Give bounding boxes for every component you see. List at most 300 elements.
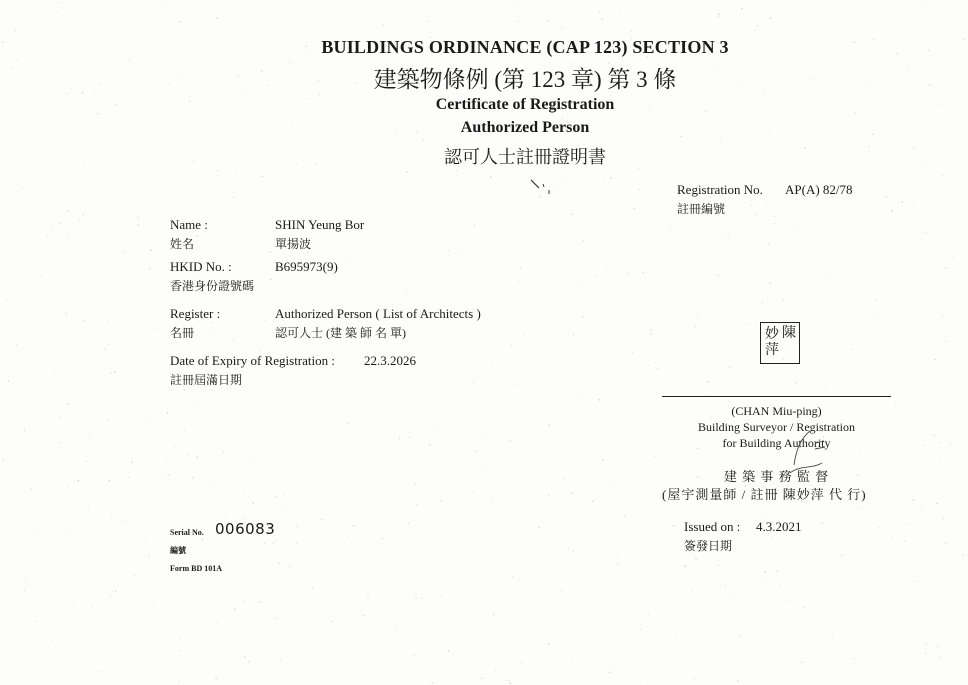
speckle: [854, 658, 855, 659]
speckle: [56, 2, 57, 3]
speckle: [939, 442, 940, 443]
speckle: [795, 382, 797, 384]
speckle: [148, 423, 149, 424]
speckle: [669, 363, 670, 364]
speckle: [906, 534, 907, 535]
speckle: [107, 24, 108, 25]
speckle: [553, 645, 554, 646]
speckle: [647, 613, 648, 614]
speckle: [454, 32, 455, 33]
speckle: [67, 210, 69, 212]
speckle: [703, 235, 704, 236]
speckle: [783, 299, 784, 300]
speckle: [769, 282, 771, 284]
speckle: [423, 272, 424, 273]
speckle: [407, 180, 408, 181]
certificate-title: Certificate of Registration: [435, 96, 615, 113]
speckle: [279, 676, 280, 677]
speckle: [162, 4, 163, 5]
speckle: [249, 666, 250, 667]
speckle: [648, 364, 649, 365]
speckle: [154, 508, 155, 509]
speckle: [921, 506, 922, 507]
speckle: [339, 583, 340, 584]
speckle: [903, 590, 904, 591]
speckle: [88, 433, 89, 434]
speckle: [233, 196, 235, 198]
speckle: [917, 580, 918, 581]
speckle: [21, 187, 22, 188]
speckle: [37, 532, 38, 533]
speckle: [942, 316, 944, 318]
register-value: Authorized Person ( List of Architects ): [275, 306, 481, 321]
speckle: [723, 236, 724, 237]
speckle: [487, 186, 488, 187]
speckle: [261, 422, 262, 423]
speckle: [378, 457, 379, 458]
speckle: [729, 367, 730, 368]
speckle: [288, 624, 289, 625]
speckle: [501, 565, 502, 566]
speckle: [548, 494, 549, 495]
seal-char-2: 妙: [765, 327, 779, 342]
speckle: [771, 538, 772, 539]
serial-label-zh: 編號: [170, 546, 186, 555]
speckle: [799, 596, 800, 597]
speckle: [149, 556, 151, 558]
speckle: [107, 322, 108, 323]
speckle: [729, 198, 730, 199]
speckle: [582, 316, 583, 317]
speckle: [61, 7, 62, 8]
speckle: [280, 659, 281, 660]
speckle: [622, 31, 623, 32]
speckle: [819, 625, 820, 626]
speckle: [1, 324, 2, 325]
speckle: [493, 614, 494, 615]
speckle: [476, 451, 477, 452]
speckle: [296, 543, 298, 545]
speckle: [539, 439, 540, 440]
speckle: [926, 429, 927, 430]
speckle: [917, 335, 918, 336]
speckle: [24, 429, 26, 431]
speckle: [41, 276, 42, 277]
speckle: [915, 499, 916, 500]
speckle: [677, 174, 678, 175]
speckle: [197, 499, 198, 500]
speckle: [594, 274, 595, 275]
speckle: [396, 534, 397, 535]
speckle: [283, 180, 284, 181]
speckle: [640, 629, 641, 630]
speckle: [739, 577, 740, 578]
speckle: [110, 210, 111, 211]
speckle: [685, 565, 686, 566]
speckle: [327, 453, 328, 454]
speckle: [270, 252, 272, 254]
speckle: [257, 284, 258, 285]
speckle: [71, 607, 73, 609]
speckle: [86, 236, 87, 237]
speckle: [180, 28, 181, 29]
speckle: [115, 591, 116, 592]
speckle: [850, 221, 851, 222]
speckle: [197, 456, 198, 457]
speckle: [762, 516, 763, 517]
speckle: [912, 499, 913, 500]
speckle: [513, 9, 514, 10]
signatory-title-1: Building Surveyor / Registration: [698, 420, 855, 434]
speckle: [750, 289, 751, 290]
speckle: [508, 607, 509, 608]
speckle: [905, 472, 906, 473]
speckle: [655, 456, 656, 457]
speckle: [949, 436, 950, 437]
speckle: [921, 219, 922, 220]
expiry-date: 22.3.2026: [364, 353, 416, 368]
ordinance-title-zh: 建築物條例 (第 123 章) 第 3 條: [373, 67, 677, 92]
speckle: [112, 567, 113, 568]
speckle: [505, 34, 506, 35]
speckle: [670, 225, 671, 226]
speckle: [143, 556, 144, 557]
speckle: [441, 500, 442, 501]
speckle: [31, 489, 33, 491]
speckle: [2, 460, 3, 461]
speckle: [634, 208, 635, 209]
speckle: [637, 449, 638, 450]
speckle: [78, 480, 80, 482]
speckle: [773, 261, 775, 263]
speckle: [132, 459, 133, 460]
speckle: [452, 405, 453, 406]
speckle: [124, 251, 125, 252]
speckle: [676, 635, 677, 636]
speckle: [408, 523, 409, 524]
authority-stamp-line1: 建 築 事 務 監 督: [723, 469, 830, 484]
speckle: [780, 585, 781, 586]
speckle: [202, 647, 203, 648]
speckle: [945, 341, 947, 343]
speckle: [60, 222, 61, 223]
speckle: [628, 273, 629, 274]
speckle: [373, 413, 374, 414]
speckle: [897, 623, 898, 624]
speckle: [172, 193, 173, 194]
speckle: [940, 461, 941, 462]
speckle: [469, 283, 470, 284]
speckle: [661, 521, 663, 523]
speckle: [244, 518, 246, 520]
speckle: [579, 17, 580, 18]
speckle: [383, 249, 384, 250]
speckle: [111, 591, 112, 592]
speckle: [192, 477, 193, 478]
speckle: [890, 244, 891, 245]
speckle: [184, 430, 185, 431]
speckle: [718, 275, 720, 277]
speckle: [936, 503, 938, 505]
speckle: [174, 445, 175, 446]
speckle: [88, 583, 89, 584]
speckle: [321, 519, 323, 521]
speckle: [381, 538, 382, 539]
speckle: [609, 318, 610, 319]
speckle: [507, 543, 508, 544]
speckle: [168, 29, 169, 30]
speckle: [942, 175, 943, 176]
speckle: [264, 320, 265, 321]
speckle: [632, 637, 633, 638]
speckle: [433, 607, 434, 608]
speckle: [26, 583, 27, 584]
speckle: [592, 501, 593, 502]
speckle: [939, 657, 940, 658]
speckle: [933, 434, 934, 435]
speckle: [903, 582, 904, 583]
speckle: [405, 293, 406, 294]
speckle: [120, 670, 121, 671]
speckle: [409, 437, 410, 438]
speckle: [720, 606, 721, 607]
speckle: [606, 269, 607, 270]
speckle: [864, 220, 865, 221]
speckle: [925, 653, 926, 654]
signature-line: [662, 396, 891, 397]
speckle: [331, 621, 332, 622]
speckle: [591, 188, 592, 189]
speckle: [638, 189, 639, 190]
speckle: [602, 460, 603, 461]
speckle: [509, 682, 510, 683]
speckle: [825, 272, 826, 273]
speckle: [56, 602, 57, 603]
speckle: [416, 504, 417, 505]
speckle: [798, 298, 799, 299]
hkid-label: HKID No. :: [170, 259, 232, 274]
speckle: [429, 660, 430, 661]
speckle: [583, 239, 584, 240]
speckle: [216, 17, 218, 19]
speckle: [209, 329, 210, 330]
speckle: [885, 186, 886, 187]
speckle: [811, 305, 812, 306]
speckle: [696, 259, 697, 260]
speckle: [364, 264, 365, 265]
speckle: [869, 503, 870, 504]
speckle: [770, 547, 771, 548]
speckle: [266, 662, 267, 663]
speckle: [736, 241, 737, 242]
speckle: [648, 636, 649, 637]
speckle: [657, 368, 659, 370]
speckle: [935, 313, 936, 314]
speckle: [855, 174, 856, 175]
speckle: [847, 621, 849, 623]
speckle: [92, 606, 93, 607]
speckle: [312, 587, 313, 588]
speckle: [387, 614, 388, 615]
speckle: [561, 27, 563, 29]
speckle: [89, 299, 90, 300]
speckle: [107, 420, 108, 421]
speckle: [276, 539, 277, 540]
speckle: [744, 21, 745, 22]
speckle: [270, 279, 272, 281]
speckle: [673, 525, 675, 527]
speckle: [472, 653, 473, 654]
speckle: [179, 681, 180, 682]
speckle: [876, 300, 877, 301]
speckle: [24, 589, 25, 590]
speckle: [278, 178, 279, 179]
speckle: [732, 596, 733, 597]
speckle: [436, 510, 437, 511]
speckle: [756, 311, 757, 312]
speckle: [377, 544, 378, 545]
speckle: [878, 224, 879, 225]
speckle: [41, 541, 42, 542]
speckle: [944, 21, 945, 22]
speckle: [29, 355, 30, 356]
speckle: [725, 585, 726, 586]
speckle: [937, 645, 939, 647]
speckle: [250, 197, 251, 198]
speckle: [774, 559, 775, 560]
speckle: [154, 656, 155, 657]
speckle: [349, 260, 350, 261]
speckle: [521, 661, 522, 662]
speckle: [209, 608, 210, 609]
speckle: [105, 348, 107, 350]
speckle: [447, 436, 448, 437]
speckle: [288, 532, 289, 533]
speckle: [526, 23, 527, 24]
speckle: [83, 379, 84, 380]
speckle: [83, 320, 85, 322]
speckle: [748, 323, 750, 325]
speckle: [57, 11, 58, 12]
speckle: [796, 306, 797, 307]
register-value-zh: 認可人士 (建 築 師 名 單): [275, 326, 406, 340]
speckle: [522, 410, 523, 411]
speckle: [283, 495, 284, 496]
speckle: [730, 623, 731, 624]
speckle: [813, 672, 814, 673]
speckle: [167, 412, 169, 414]
speckle: [604, 181, 605, 182]
speckle: [822, 230, 823, 231]
speckle: [415, 597, 417, 599]
speckle: [370, 260, 371, 261]
speckle: [619, 10, 620, 11]
speckle: [887, 550, 888, 551]
speckle: [35, 536, 36, 537]
speckle: [682, 224, 683, 225]
speckle: [474, 225, 475, 226]
speckle: [518, 579, 519, 580]
speckle: [179, 650, 180, 651]
speckle: [439, 431, 440, 432]
speckle: [68, 485, 69, 486]
speckle: [599, 327, 600, 328]
speckle: [167, 522, 168, 523]
speckle: [520, 267, 522, 269]
speckle: [159, 673, 160, 674]
speckle: [123, 460, 124, 461]
speckle: [138, 224, 139, 225]
speckle: [2, 187, 3, 188]
speckle: [803, 607, 804, 608]
registration-number: AP(A) 82/78: [785, 182, 853, 197]
speckle: [942, 518, 943, 519]
speckle: [395, 626, 396, 627]
speckle: [59, 515, 60, 516]
speckle: [389, 373, 391, 375]
speckle: [429, 444, 431, 446]
speckle: [535, 17, 536, 18]
speckle: [224, 514, 225, 515]
speckle: [483, 489, 484, 490]
speckle: [619, 679, 620, 680]
speckle: [881, 510, 882, 511]
speckle: [259, 351, 260, 352]
speckle: [657, 281, 658, 282]
speckle: [675, 669, 676, 670]
speckle: [213, 480, 214, 481]
issued-date: 4.3.2021: [756, 519, 802, 534]
speckle: [828, 610, 829, 611]
speckle: [434, 199, 435, 200]
speckle: [117, 646, 118, 647]
speckle: [217, 170, 218, 171]
ordinance-title-en: BUILDINGS ORDINANCE (CAP 123) SECTION 3: [321, 37, 729, 57]
speckle: [877, 318, 878, 319]
speckle: [496, 9, 497, 10]
speckle: [244, 412, 245, 413]
speckle: [304, 552, 305, 553]
speckle: [515, 493, 516, 494]
speckle: [513, 385, 514, 386]
speckle: [466, 655, 467, 656]
speckle: [81, 254, 82, 255]
speckle: [841, 357, 842, 358]
speckle: [490, 176, 492, 178]
speckle: [648, 615, 649, 616]
speckle: [143, 176, 144, 177]
speckle: [579, 601, 580, 602]
speckle: [536, 614, 537, 615]
speckle: [363, 615, 364, 616]
speckle: [832, 358, 833, 359]
speckle: [786, 621, 787, 622]
speckle: [144, 539, 145, 540]
speckle: [898, 196, 899, 197]
speckle: [891, 536, 892, 537]
serial-label: Serial No.: [170, 528, 204, 537]
speckle: [440, 400, 441, 401]
speckle: [737, 680, 738, 681]
speckle: [654, 362, 655, 363]
speckle: [149, 268, 150, 269]
speckle: [289, 587, 290, 588]
speckle: [482, 436, 483, 437]
speckle: [73, 337, 74, 338]
speckle: [138, 217, 140, 219]
speckle: [217, 622, 218, 623]
speckle: [599, 399, 601, 401]
